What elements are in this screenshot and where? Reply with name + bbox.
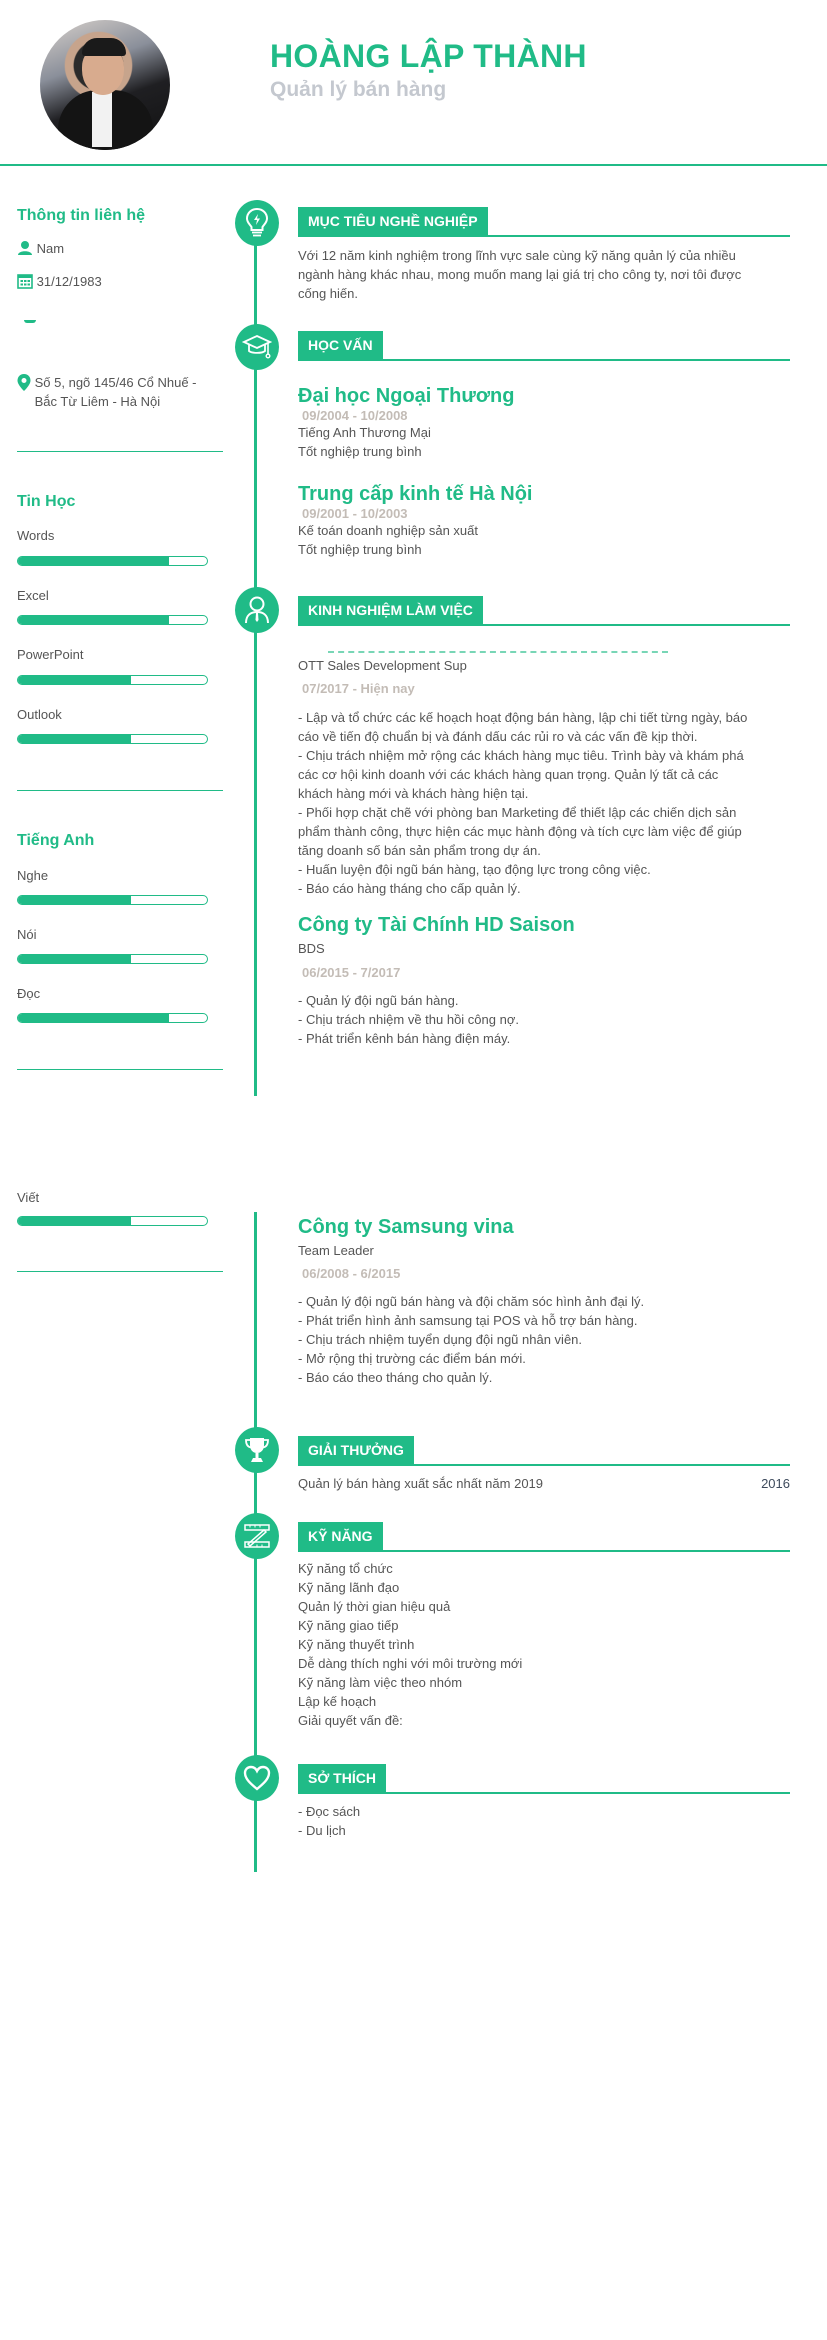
job-line: - Chịu trách nhiệm mở rộng các khách hàng mục tiêu. Trình bày và khám phá bbox=[298, 748, 744, 763]
english-bar-speaking bbox=[17, 954, 208, 964]
objective-line: cống hiến. bbox=[298, 286, 358, 301]
sidebar-divider bbox=[17, 451, 223, 452]
job-description bbox=[298, 991, 519, 1048]
skill-item: Kỹ năng tổ chức bbox=[298, 1561, 393, 1576]
job-description bbox=[298, 1292, 644, 1387]
phone-icon-fragment bbox=[24, 320, 36, 323]
skill-item: Dễ dàng thích nghi với môi trường mới bbox=[298, 1656, 523, 1671]
job-position: OTT Sales Development Sup bbox=[298, 658, 467, 673]
job-dates: 06/2015 - 7/2017 bbox=[302, 965, 401, 980]
sidebar-divider bbox=[17, 1271, 223, 1272]
education-dates: 09/2004 - 10/2008 bbox=[302, 408, 408, 423]
job-line: - Huấn luyện đội ngũ bán hàng, tạo động lực trong công việc. bbox=[298, 862, 651, 877]
english-bar-listening bbox=[17, 895, 208, 905]
job-line: các cơ hội kinh doanh với các khách hàng quan trọng. Quản lý tất cả các bbox=[298, 767, 719, 782]
job-company-clipped bbox=[298, 640, 678, 654]
skill-bar-powerpoint bbox=[17, 675, 208, 685]
section-header-objective bbox=[298, 207, 790, 237]
job-dates: 07/2017 - Hiện nay bbox=[302, 681, 415, 696]
award-year: 2016 bbox=[761, 1476, 790, 1491]
job-line: - Phối hợp chặt chẽ với phòng ban Marketing để thiết lập các chiến dịch sản bbox=[298, 805, 737, 820]
section-header-education bbox=[298, 331, 790, 361]
header-divider bbox=[0, 164, 827, 166]
skill-label-outlook: Outlook bbox=[17, 707, 62, 722]
address-row bbox=[17, 373, 197, 411]
job-company: Công ty Tài Chính HD Saison bbox=[298, 914, 575, 936]
job-line: khách hàng mới và khách hàng hiện tại. bbox=[298, 786, 529, 801]
objective-line: ngành hàng khác nhau, mong muốn mang lại giá trị cho công ty, nơi tôi được bbox=[298, 267, 742, 282]
address-line-2: Bắc Từ Liêm - Hà Nội bbox=[34, 394, 161, 409]
english-label-listening: Nghe bbox=[17, 868, 49, 883]
education-major: Tiếng Anh Thương Mại bbox=[298, 425, 431, 440]
ruler-icon bbox=[235, 1513, 279, 1559]
skills-list bbox=[298, 1559, 522, 1730]
skill-item: Kỹ năng lãnh đạo bbox=[298, 1580, 400, 1595]
heart-icon bbox=[235, 1755, 279, 1801]
skill-item: Quản lý thời gian hiệu quả bbox=[298, 1599, 451, 1614]
hobby-item: - Du lịch bbox=[298, 1823, 346, 1838]
education-result: Tốt nghiệp trung bình bbox=[298, 444, 422, 459]
job-line: phẩm thành công, thực hiện các mục hành động và tích cực làm việc để giúp bbox=[298, 824, 742, 839]
english-bar-writing bbox=[17, 1216, 208, 1226]
job-line: - Báo cáo theo tháng cho quản lý. bbox=[298, 1370, 493, 1385]
address-line-1: Số 5, ngõ 145/46 Cổ Nhuế - bbox=[34, 375, 197, 390]
it-skills-heading: Tin Học bbox=[17, 493, 76, 510]
section-header-skills bbox=[298, 1522, 790, 1552]
candidate-name: HOÀNG LẬP THÀNH bbox=[270, 38, 587, 74]
education-item bbox=[298, 385, 514, 461]
skill-item: Kỹ năng thuyết trình bbox=[298, 1637, 415, 1652]
sidebar-divider bbox=[17, 1069, 223, 1070]
job-line: - Mở rộng thị trường các điểm bán mới. bbox=[298, 1351, 526, 1366]
english-label-writing: Viết bbox=[17, 1190, 40, 1205]
job-line: - Quản lý đội ngũ bán hàng. bbox=[298, 993, 459, 1008]
section-title: KINH NGHIỆM LÀM VIỆC bbox=[298, 596, 483, 624]
skill-label-powerpoint: PowerPoint bbox=[17, 647, 84, 662]
candidate-title: Quản lý bán hàng bbox=[270, 78, 447, 101]
job-line: - Chịu trách nhiệm tuyển dụng đội ngũ nhân viên. bbox=[298, 1332, 583, 1347]
birthday-value: 31/12/1983 bbox=[36, 273, 102, 289]
school-name: Đại học Ngoại Thương bbox=[298, 385, 515, 407]
job-line: - Báo cáo hàng tháng cho cấp quản lý. bbox=[298, 881, 521, 896]
job-line: - Phát triển kênh bán hàng điện máy. bbox=[298, 1031, 511, 1046]
job-line: - Phát triển hình ảnh samsung tại POS và hỗ trợ bán hàng. bbox=[298, 1313, 638, 1328]
map-pin-icon bbox=[17, 374, 31, 397]
job-line: - Chịu trách nhiệm về thu hồi công nợ. bbox=[298, 1012, 519, 1027]
school-name: Trung cấp kinh tế Hà Nội bbox=[298, 483, 533, 505]
education-result: Tốt nghiệp trung bình bbox=[298, 542, 422, 557]
hobbies-list bbox=[298, 1802, 360, 1840]
calendar-icon bbox=[17, 273, 33, 292]
english-bar-reading bbox=[17, 1013, 208, 1023]
trophy-icon bbox=[235, 1427, 279, 1473]
job-position: BDS bbox=[298, 941, 325, 956]
section-header-hobbies bbox=[298, 1764, 790, 1794]
skill-label-words: Words bbox=[17, 528, 55, 543]
section-title: KỸ NĂNG bbox=[298, 1522, 383, 1550]
user-icon bbox=[17, 240, 33, 259]
job-description bbox=[298, 708, 798, 898]
skill-bar-outlook bbox=[17, 734, 208, 744]
skill-label-excel: Excel bbox=[17, 588, 49, 603]
section-title: MỤC TIÊU NGHỀ NGHIỆP bbox=[298, 207, 488, 235]
job-line: cáo về tiến độ chuẩn bị và đánh dấu các rủi ro và các vấn đề kịp thời. bbox=[298, 729, 698, 744]
section-header-experience bbox=[298, 596, 790, 626]
avatar bbox=[40, 20, 170, 150]
hobby-item: - Đọc sách bbox=[298, 1804, 361, 1819]
objective-text bbox=[298, 246, 798, 303]
section-title: SỞ THÍCH bbox=[298, 1764, 386, 1792]
job-line: - Quản lý đội ngũ bán hàng và đội chăm sóc hình ảnh đại lý. bbox=[298, 1294, 645, 1309]
job-company: Công ty Samsung vina bbox=[298, 1216, 514, 1238]
english-label-reading: Đọc bbox=[17, 986, 41, 1001]
graduation-cap-icon bbox=[235, 324, 279, 370]
education-dates: 09/2001 - 10/2003 bbox=[302, 506, 408, 521]
skill-item: Kỹ năng giao tiếp bbox=[298, 1618, 399, 1633]
english-label-speaking: Nói bbox=[17, 927, 37, 942]
education-major: Kế toán doanh nghiệp sản xuất bbox=[298, 523, 478, 538]
job-line: - Lập và tổ chức các kế hoạch hoạt động bán hàng, lập chi tiết từng ngày, báo bbox=[298, 710, 748, 725]
education-item bbox=[298, 483, 532, 559]
section-header-awards bbox=[298, 1436, 790, 1466]
award-name: Quản lý bán hàng xuất sắc nhất năm 2019 bbox=[298, 1476, 544, 1491]
birthday-row bbox=[17, 273, 102, 292]
skill-bar-words bbox=[17, 556, 208, 566]
job-line: tăng doanh số bán sản phẩm trong dự án. bbox=[298, 843, 541, 858]
sidebar-divider bbox=[17, 790, 223, 791]
english-heading: Tiếng Anh bbox=[17, 832, 95, 849]
job-position: Team Leader bbox=[298, 1243, 374, 1258]
lightbulb-icon bbox=[235, 200, 279, 246]
person-icon bbox=[235, 587, 279, 633]
skill-item: Kỹ năng làm việc theo nhóm bbox=[298, 1675, 463, 1690]
skill-bar-excel bbox=[17, 615, 208, 625]
skill-item: Giải quyết vấn đề: bbox=[298, 1713, 403, 1728]
objective-line: Với 12 năm kinh nghiệm trong lĩnh vực sale cùng kỹ năng quản lý của nhiều bbox=[298, 248, 736, 263]
section-title: HỌC VẤN bbox=[298, 331, 383, 359]
job-dates: 06/2008 - 6/2015 bbox=[302, 1266, 401, 1281]
contact-heading: Thông tin liên hệ bbox=[17, 207, 145, 224]
gender-value: Nam bbox=[36, 240, 65, 256]
gender-row bbox=[17, 240, 64, 259]
section-title: GIẢI THƯỞNG bbox=[298, 1436, 414, 1464]
skill-item: Lập kế hoạch bbox=[298, 1694, 377, 1709]
